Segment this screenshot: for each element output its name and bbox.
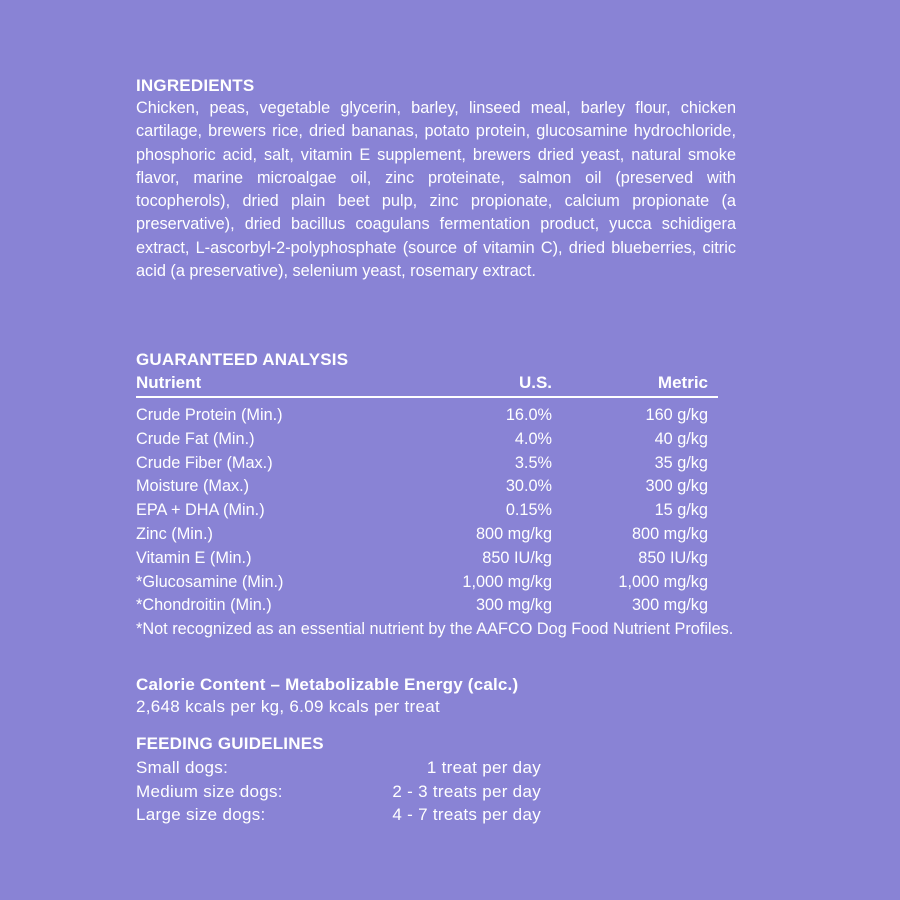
nutrient-metric-value: 35 g/kg (654, 453, 708, 472)
table-row (136, 452, 718, 476)
treat-amount: 1 treat per day (426, 758, 541, 777)
calorie-content-heading: Calorie Content – Metabolizable Energy (calc.) (136, 675, 519, 694)
nutrient-metric-value: 300 mg/kg (631, 596, 708, 615)
nutrient-metric-value: 850 IU/kg (638, 548, 708, 567)
nutrient-us-value: 4.0% (514, 429, 552, 448)
nutrient-name: Zinc (Min.) (136, 524, 213, 543)
nutrient-name: *Chondroitin (Min.) (136, 596, 272, 615)
analysis-footnote: *Not recognized as an essential nutrient by the AAFCO Dog Food Nutrient Profiles. (136, 620, 734, 638)
table-row (136, 523, 718, 547)
nutrient-us-value: 300 mg/kg (475, 596, 552, 615)
product-label (136, 0, 736, 900)
nutrient-metric-value: 40 g/kg (654, 429, 708, 448)
nutrient-name: EPA + DHA (Min.) (136, 501, 265, 520)
feeding-row (136, 756, 556, 780)
nutrient-us-value: 16.0% (505, 406, 552, 424)
nutrient-metric-value: 800 mg/kg (631, 524, 708, 543)
feeding-row (136, 803, 556, 827)
feeding-row (136, 780, 556, 804)
nutrient-name: *Glucosamine (Min.) (136, 572, 284, 591)
guaranteed-analysis-table (136, 372, 718, 618)
nutrient-metric-value: 160 g/kg (645, 406, 708, 424)
table-row (136, 571, 718, 595)
nutrient-metric-value: 300 g/kg (645, 477, 708, 496)
table-row (136, 475, 718, 499)
column-header-nutrient: Nutrient (136, 373, 202, 392)
nutrient-us-value: 3.5% (514, 453, 552, 472)
table-row (136, 404, 718, 428)
feeding-guidelines-table (136, 756, 556, 827)
table-row (136, 428, 718, 452)
nutrient-metric-value: 15 g/kg (654, 501, 708, 520)
nutrient-us-value: 850 IU/kg (482, 548, 552, 567)
dog-size-label: Large size dogs: (136, 805, 266, 825)
treat-amount: 4 - 7 treats per day (392, 805, 541, 825)
column-header-metric: Metric (657, 373, 708, 392)
table-row (136, 547, 718, 571)
table-body (136, 404, 718, 618)
nutrient-us-value: 1,000 mg/kg (462, 572, 552, 591)
nutrient-name: Crude Fat (Min.) (136, 429, 255, 448)
nutrient-name: Crude Protein (Min.) (136, 406, 283, 424)
ingredients-heading: INGREDIENTS (136, 76, 255, 95)
ingredients-text: Chicken, peas, vegetable glycerin, barley, linseed meal, barley flour, chicken cartilage, brewers rice, dried bananas, potato protein, glucosamine hydrochloride, phosphoric acid, salt, vitamin E supplement, brewers dried yeast, natural smoke flavor, marine microalgae oil, zinc proteinate, salmon oil (preserved with tocopherols), dried plain beet pulp, zinc propionate, calcium propionate (a preservative), dried bacillus coagulans fermentation product, yucca schidigera extract, L-ascorbyl-2-polyphosphate (source of vitamin C), dried blueberries, citric acid (a preservative), selenium yeast, rosemary extract. (136, 99, 736, 281)
dog-size-label: Small dogs: (136, 758, 229, 777)
guaranteed-analysis-heading: GUARANTEED ANALYSIS (136, 350, 349, 369)
dog-size-label: Medium size dogs: (136, 781, 283, 801)
nutrient-metric-value: 1,000 mg/kg (618, 572, 708, 591)
table-row (136, 594, 718, 618)
nutrient-us-value: 30.0% (505, 477, 552, 496)
nutrient-name: Moisture (Max.) (136, 477, 250, 496)
column-header-us: U.S. (518, 373, 552, 392)
feeding-guidelines-heading: FEEDING GUIDELINES (136, 734, 324, 753)
nutrient-name: Vitamin E (Min.) (136, 548, 252, 567)
nutrient-us-value: 0.15% (505, 501, 552, 520)
table-header (136, 372, 718, 398)
table-row (136, 499, 718, 523)
treat-amount: 2 - 3 treats per day (392, 781, 541, 801)
nutrient-name: Crude Fiber (Max.) (136, 453, 273, 472)
calorie-content-text: 2,648 kcals per kg, 6.09 kcals per treat (136, 697, 440, 716)
nutrient-us-value: 800 mg/kg (475, 524, 552, 543)
